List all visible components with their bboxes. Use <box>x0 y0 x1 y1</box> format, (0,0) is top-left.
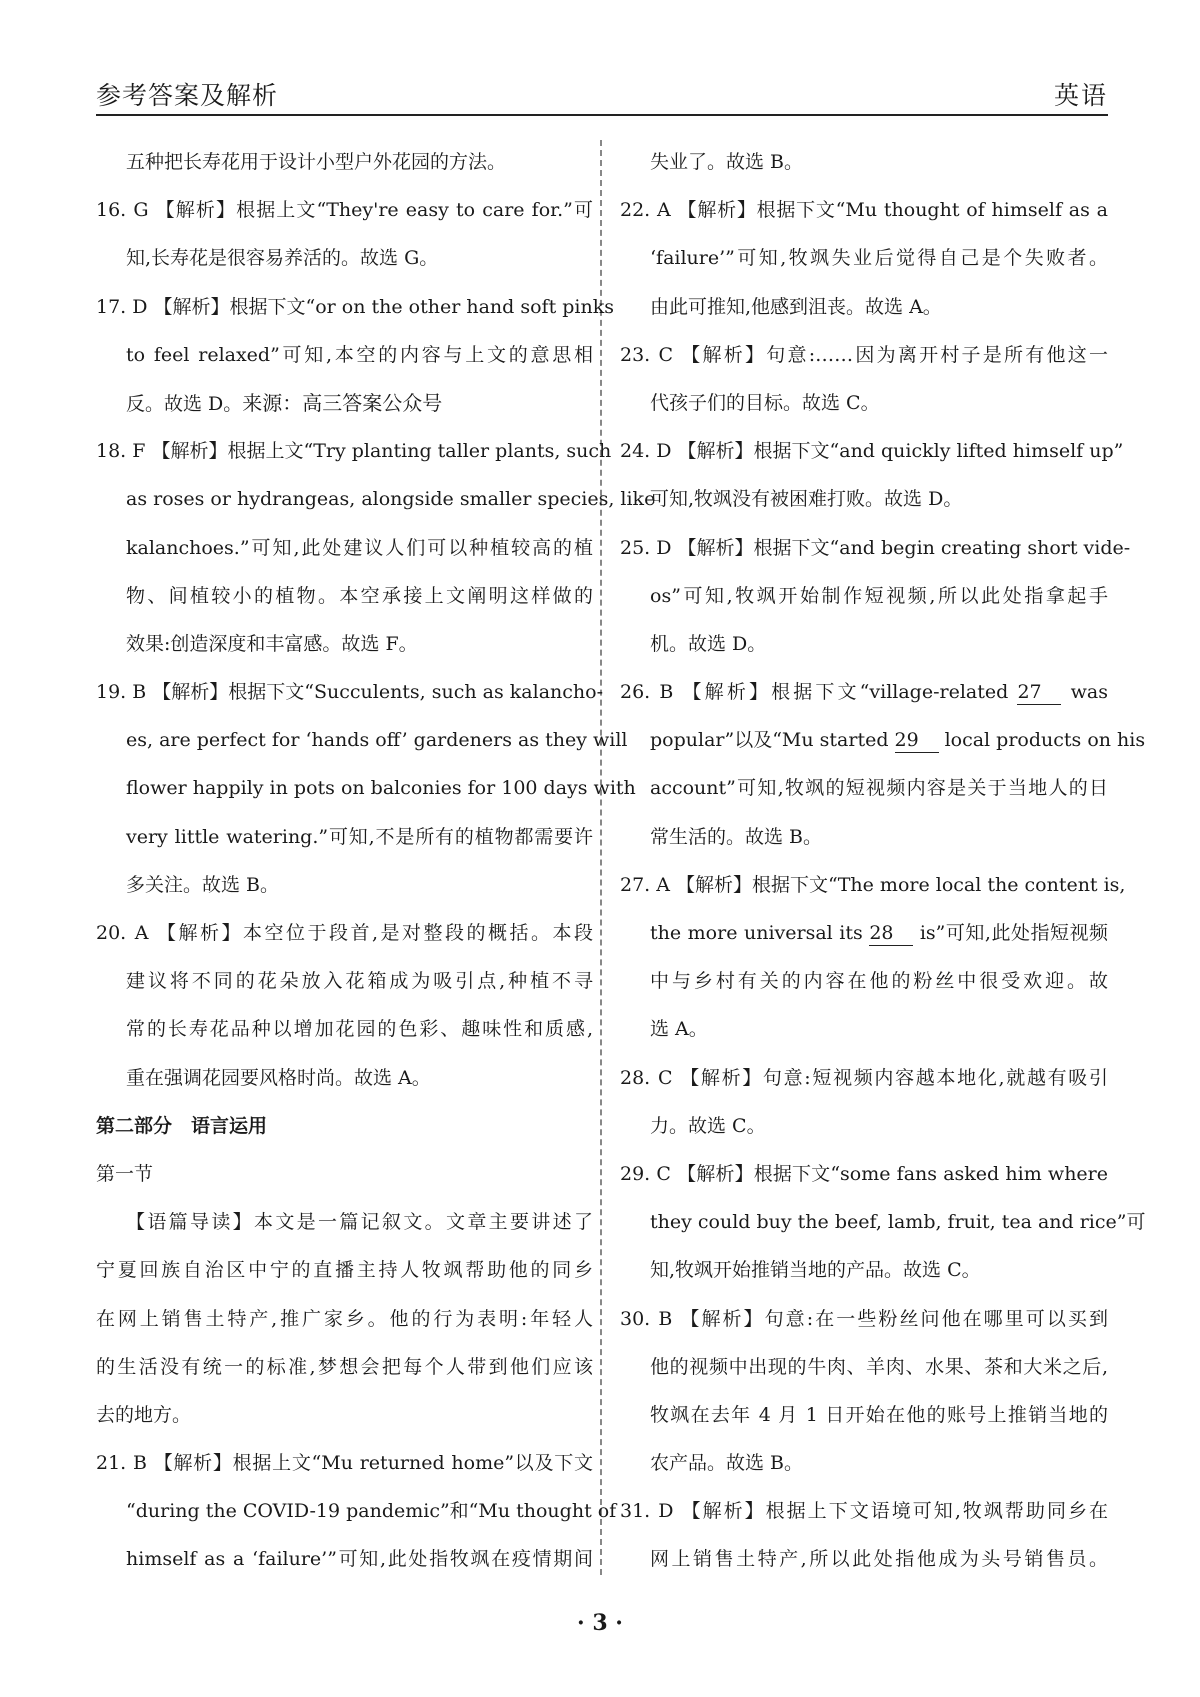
text-segment: 代孩子们的目标。故选 C。 <box>650 391 880 414</box>
text-segment: ‘failure’”可知,牧飒失业后觉得自己是个失败者。 <box>650 247 1108 270</box>
text-line <box>620 234 1108 282</box>
text-segment: popular”以及“Mu started <box>650 729 895 752</box>
text-line <box>620 716 1146 764</box>
text-segment: 29. C 【解析】根据下文“some fans asked him where <box>620 1162 1108 1185</box>
text-line <box>96 1150 593 1198</box>
text-segment: 常的长寿花品种以增加花园的色彩、趣味性和质感, <box>126 1018 593 1041</box>
text-segment: 19. B 【解析】根据下文“Succulents, such as kalancho- <box>96 681 604 704</box>
text-segment: 牧飒在去年 4 月 1 日开始在他的账号上推销当地的 <box>650 1403 1108 1426</box>
answer-blank: 29 <box>895 728 939 753</box>
text-line <box>620 1535 1108 1583</box>
text-line <box>96 909 593 957</box>
text-line <box>620 427 1124 475</box>
text-line <box>620 1198 1146 1246</box>
text-segment: 的生活没有统一的标准,梦想会把每个人带到他们应该 <box>96 1355 593 1378</box>
text-segment: very little watering.”可知,不是所有的植物都需要许 <box>126 825 593 848</box>
text-segment: 效果:创造深度和丰富感。故选 F。 <box>126 632 418 655</box>
text-line <box>96 861 593 909</box>
text-segment: 28. C 【解析】句意:短视频内容越本地化,就越有吸引 <box>620 1066 1108 1089</box>
text-line <box>620 1246 1108 1294</box>
text-line <box>96 475 656 523</box>
text-line <box>620 379 1108 427</box>
text-line <box>96 283 614 331</box>
text-segment: 第一节 <box>96 1162 154 1185</box>
text-line <box>620 1295 1108 1343</box>
text-segment: 物、间植较小的植物。本空承接上文阐明这样做的 <box>126 584 593 607</box>
text-segment: 第二部分 语言运用 <box>96 1114 268 1137</box>
text-segment: flower happily in pots on balconies for 100 days with <box>126 777 636 800</box>
column-divider <box>600 140 602 1575</box>
text-segment: the more universal its <box>650 922 870 944</box>
text-line <box>620 1439 1108 1487</box>
text-line <box>96 1487 617 1535</box>
text-line <box>620 957 1108 1005</box>
text-line <box>96 524 593 572</box>
text-line <box>96 1439 593 1487</box>
text-line <box>96 1102 593 1150</box>
text-segment: 知,长寿花是很容易养活的。故选 G。 <box>126 247 439 270</box>
text-segment: was <box>1061 681 1108 704</box>
text-segment: as roses or hydrangeas, alongside smaller species, like <box>126 488 656 511</box>
text-line <box>620 909 1108 957</box>
text-segment: 27. A 【解析】根据下文“The more local the content is, <box>620 873 1126 896</box>
text-line <box>620 524 1131 572</box>
text-segment: they could buy the beef, lamb, fruit, tea and rice”可 <box>650 1211 1146 1234</box>
text-line <box>620 331 1108 379</box>
text-segment: 在网上销售土特产,推广家乡。他的行为表明:年轻人 <box>96 1307 593 1330</box>
text-segment: 31. D 【解析】根据上下文语境可知,牧飒帮助同乡在 <box>620 1500 1108 1523</box>
text-line <box>96 1005 593 1053</box>
text-line <box>96 1343 593 1391</box>
text-segment: to feel relaxed”可知,本空的内容与上文的意思相 <box>126 343 593 366</box>
text-line <box>620 861 1126 909</box>
right-column <box>620 138 1146 1584</box>
text-segment: 失业了。故选 B。 <box>650 151 804 173</box>
text-segment: is”可知,此处指短视频 <box>913 922 1108 944</box>
text-segment: 18. F 【解析】根据上文“Try planting taller plants, such <box>96 440 612 463</box>
text-segment: local products on his <box>938 729 1146 752</box>
text-segment: himself as a ‘failure’”可知,此处指牧飒在疫情期间 <box>126 1548 593 1571</box>
text-line <box>96 813 593 861</box>
text-segment: 机。故选 D。 <box>650 632 767 655</box>
text-line <box>620 620 1108 668</box>
text-segment: 17. D 【解析】根据下文“or on the other hand soft pinks <box>96 295 614 318</box>
text-segment: 20. A 【解析】本空位于段首,是对整段的概括。本段 <box>96 922 593 944</box>
header-subject: 英语 <box>1053 81 1108 110</box>
text-line <box>620 1054 1108 1102</box>
text-line <box>620 1005 1108 1053</box>
text-line <box>96 1246 593 1294</box>
text-line <box>96 1295 593 1343</box>
text-segment: 建议将不同的花朵放入花箱成为吸引点,种植不寻 <box>126 970 593 993</box>
text-segment: 他的视频中出现的牛肉、羊肉、水果、茶和大米之后, <box>650 1355 1108 1378</box>
text-segment: account”可知,牧飒的短视频内容是关于当地人的日 <box>650 777 1108 800</box>
text-line <box>620 1343 1108 1391</box>
text-line <box>620 1102 1108 1150</box>
text-segment: 力。故选 C。 <box>650 1114 766 1137</box>
text-line <box>620 283 1108 331</box>
text-line <box>620 1391 1108 1439</box>
page-number: · 3 · <box>577 1610 623 1636</box>
text-segment: 22. A 【解析】根据下文“Mu thought of himself as a <box>620 199 1108 222</box>
text-line <box>620 186 1108 234</box>
text-line <box>96 234 593 282</box>
text-line <box>620 668 1108 716</box>
text-segment: es, are perfect for ‘hands off’ gardeners as they will <box>126 729 628 752</box>
text-line <box>96 427 612 475</box>
text-segment: os”可知,牧飒开始制作短视频,所以此处指拿起手 <box>650 584 1108 607</box>
text-line <box>620 138 1108 186</box>
text-segment: 24. D 【解析】根据下文“and quickly lifted himself up” <box>620 440 1124 463</box>
text-segment: 16. G 【解析】根据上文“They're easy to care for.”可 <box>96 199 593 222</box>
text-line <box>96 1054 593 1102</box>
text-line <box>620 813 1108 861</box>
left-column <box>96 138 656 1584</box>
text-line <box>96 1535 593 1583</box>
text-segment: 去的地方。 <box>96 1403 192 1426</box>
text-segment: 30. B 【解析】句意:在一些粉丝问他在哪里可以买到 <box>620 1307 1108 1330</box>
header-title: 参考答案及解析 <box>96 81 279 110</box>
text-segment: 选 A。 <box>650 1018 708 1041</box>
text-segment: 21. B 【解析】根据上文“Mu returned home”以及下文 <box>96 1452 593 1475</box>
text-segment: 中与乡村有关的内容在他的粉丝中很受欢迎。故 <box>650 970 1108 993</box>
text-segment: 25. D 【解析】根据下文“and begin creating short vide- <box>620 536 1131 559</box>
text-line <box>96 572 593 620</box>
text-line <box>620 764 1108 812</box>
text-line <box>96 1198 593 1246</box>
text-segment: 由此可推知,他感到沮丧。故选 A。 <box>650 295 942 318</box>
text-line <box>620 1150 1108 1198</box>
answer-blank: 28 <box>869 921 913 946</box>
text-line <box>96 764 636 812</box>
text-segment: 重在强调花园要风格时尚。故选 A。 <box>126 1066 431 1089</box>
text-segment: 【语篇导读】本文是一篇记叙文。文章主要讲述了 <box>126 1211 593 1234</box>
text-segment: 宁夏回族自治区中宁的直播主持人牧飒帮助他的同乡 <box>96 1259 593 1282</box>
text-segment: 知,牧飒开始推销当地的产品。故选 C。 <box>650 1259 981 1282</box>
text-line <box>620 1487 1108 1535</box>
text-line <box>96 1391 593 1439</box>
text-line <box>96 138 593 186</box>
text-segment: 反。故选 D。 <box>126 392 243 415</box>
text-line <box>96 186 593 234</box>
text-segment: 五种把长寿花用于设计小型户外花园的方法。 <box>126 151 507 173</box>
text-segment: 常生活的。故选 B。 <box>650 825 823 848</box>
text-segment: 多关注。故选 B。 <box>126 873 280 896</box>
text-line <box>96 331 593 379</box>
text-segment: 可知,牧飒没有被困难打败。故选 D。 <box>650 488 963 511</box>
text-line <box>620 572 1108 620</box>
text-segment: kalanchoes.”可知,此处建议人们可以种植较高的植 <box>126 536 593 559</box>
text-line <box>620 475 1108 523</box>
answer-blank: 27 <box>1017 680 1061 705</box>
text-segment: 23. C 【解析】句意:……因为离开村子是所有他这一 <box>620 343 1108 366</box>
text-segment: 农产品。故选 B。 <box>650 1452 804 1475</box>
text-segment: “during the COVID-19 pandemic”和“Mu thought of <box>126 1500 617 1523</box>
text-line <box>96 620 593 668</box>
text-line <box>96 668 604 716</box>
page-header <box>96 70 1108 116</box>
text-line <box>96 379 593 427</box>
text-segment: 网上销售土特产,所以此处指他成为头号销售员。 <box>650 1548 1108 1571</box>
text-line <box>96 957 593 1005</box>
source-watermark: 来源：高三答案公众号 <box>242 390 443 415</box>
text-line <box>96 716 628 764</box>
text-segment: 26. B 【解析】根据下文“village-related <box>620 681 1018 704</box>
